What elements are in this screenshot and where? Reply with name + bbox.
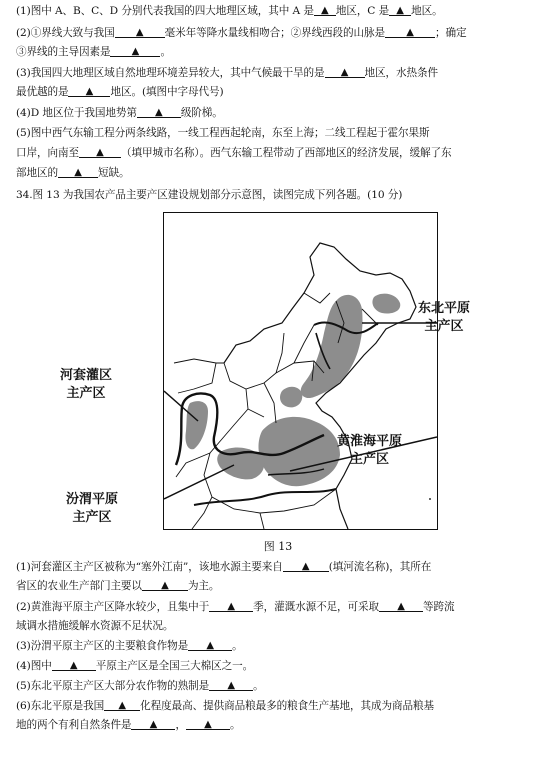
answer-blank[interactable]: ▲ (379, 600, 423, 612)
map-dot (429, 498, 431, 500)
q33-line-5: 最优越的是 ▲ 地区。(填图中字母代号) (16, 86, 224, 98)
answer-blank[interactable]: ▲ (188, 639, 232, 651)
label-huanghuaihai: 黄淮海平原 主产区 (337, 434, 403, 467)
q33-line-2: (2)①界线大致与我国 ▲ 毫米年等降水量线相吻合；②界线西段的山脉是 ▲ ；确定 (16, 27, 467, 39)
leader-fenwei (164, 465, 234, 499)
q34-line-5: (3)汾渭平原主产区的主要粮食作物是 ▲ 。 (16, 640, 243, 652)
answer-blank[interactable]: ▲ (209, 679, 253, 691)
label-hetao: 河套灌区 主产区 (60, 368, 113, 401)
q34-line-2: 省区的农业生产部门主要以 ▲ 为主。 (16, 580, 220, 592)
q33-line-4: (3)我国四大地理区域自然地理环境差异较大，其中气候最干旱的是 ▲ 地区，水热条件 (16, 67, 438, 79)
label-northeast-plain: 东北平原 主产区 (418, 301, 471, 334)
answer-blank[interactable]: ▲ (389, 4, 411, 16)
map-svg (164, 213, 437, 529)
answer-blank[interactable]: ▲ (142, 579, 188, 591)
q33-line-9: 部地区的 ▲ 短缺。 (16, 167, 130, 179)
q34-header: 34.图 13 为我国农产品主要产区建设规划部分示意图，读图完成下列各题。(10 分) (16, 189, 403, 201)
answer-blank[interactable]: ▲ (325, 66, 365, 78)
q34-line-1: (1)河套灌区主产区被称为“塞外江南”，该地水源主要来自 ▲ (填河流名称)，其所在 (16, 561, 432, 573)
north-china-area (280, 387, 302, 408)
q34-line-7: (5)东北平原主产区大部分农作物的熟制是 ▲ 。 (16, 680, 264, 692)
answer-blank[interactable]: ▲ (209, 600, 253, 612)
answer-blank[interactable]: ▲ (186, 718, 230, 730)
q34-line-6: (4)图中 ▲ 平原主产区是全国三大棉区之一。 (16, 660, 254, 672)
answer-blank[interactable]: ▲ (131, 718, 175, 730)
china-agriculture-map (163, 212, 438, 530)
answer-blank[interactable]: ▲ (110, 45, 160, 57)
figure-caption: 图 13 (263, 540, 293, 553)
answer-blank[interactable]: ▲ (68, 85, 110, 97)
answer-blank[interactable]: ▲ (314, 4, 336, 16)
answer-blank[interactable]: ▲ (79, 146, 121, 158)
answer-blank[interactable]: ▲ (115, 26, 165, 38)
hetao-area (185, 401, 208, 449)
label-fenwei: 汾渭平原 主产区 (66, 492, 119, 525)
q33-line-1: (1)图中 A、B、C、D 分别代表我国的四大地理区域，其中 A 是 ▲ 地区，C 是 ▲ 地区。 (16, 5, 443, 17)
yangtze-river (194, 489, 336, 505)
huanghuaihai-area (259, 417, 340, 486)
answer-blank[interactable]: ▲ (137, 106, 181, 118)
q34-line-3: (2)黄淮海平原主产区降水较少，且集中于 ▲ 季，灌溉水源不足，可采取 ▲ 等跨流 (16, 601, 455, 613)
northeast-plain-area (301, 295, 363, 398)
answer-blank[interactable]: ▲ (283, 560, 329, 572)
q33-line-7: (5)图中西气东输工程分两条线路，一线工程西起轮南，东至上海；二线工程起于霍尔果斯 (16, 127, 430, 139)
q33-line-6: (4)D 地区位于我国地势第 ▲ 级阶梯。 (16, 107, 223, 119)
answer-blank[interactable]: ▲ (385, 26, 435, 38)
answer-blank[interactable]: ▲ (58, 166, 98, 178)
q33-line-8: 口岸，向南至 ▲ （填甲城市名称）。西气东输工程带动了西部地区的经济发展，缓解了东 (16, 147, 452, 159)
q34-line-8: (6)东北平原是我国 ▲ 化程度最高、提供商品粮最多的粮食生产基地，其成为商品粮基 (16, 700, 434, 712)
q33-line-3: ③界线的主导因素是 ▲ 。 (16, 46, 171, 58)
answer-blank[interactable]: ▲ (104, 699, 140, 711)
q34-line-9: 地的两个有利自然条件是 ▲ ， ▲ 。 (16, 719, 241, 731)
q34-line-4: 域调水措施缓解水资源不足状况。 (16, 620, 174, 632)
answer-blank[interactable]: ▲ (52, 659, 96, 671)
northeast-east-area (372, 294, 400, 314)
